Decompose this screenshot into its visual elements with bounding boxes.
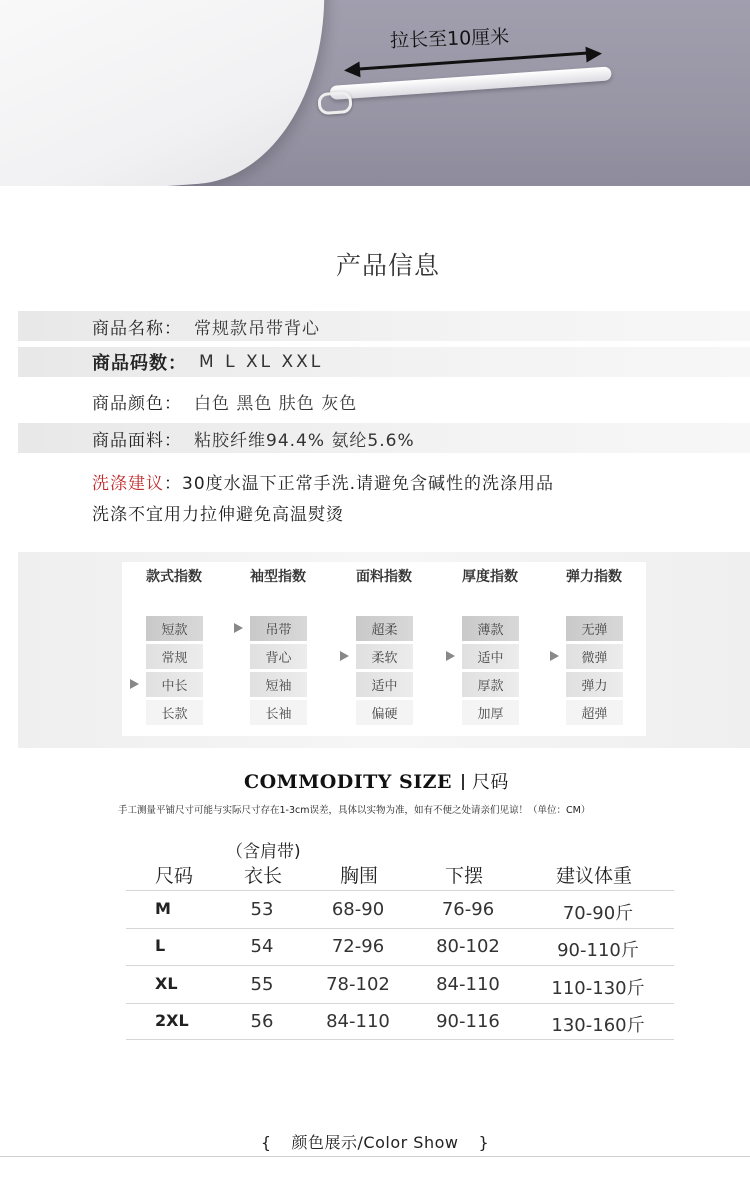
selected-arrow-icon: [340, 651, 349, 661]
size-chart-title: [244, 768, 509, 794]
size-title-en: COMMODITY SIZE: [244, 771, 452, 793]
table-cell: 110-130斤: [551, 978, 645, 999]
selected-arrow-icon: [550, 651, 559, 661]
size-note: 手工测量平铺尺寸可能与实际尺寸存在1-3cm误差，具体以实物为准，如有不便之处请亲们见谅！（单位：CM）: [118, 805, 591, 816]
table-cell: 54: [250, 936, 274, 957]
table-divider: [126, 1003, 674, 1004]
stretch-label: 拉长至10厘米: [389, 25, 510, 53]
table-cell: 68-90: [331, 899, 385, 920]
table-divider: [126, 890, 674, 891]
index-title: 面料指数: [356, 569, 412, 585]
stretch-arrow-line: [352, 51, 592, 71]
table-divider: [126, 965, 674, 966]
table-header-cell: 衣长: [244, 865, 283, 887]
index-title: 款式指数: [146, 569, 202, 585]
info-key: 商品面料：: [92, 430, 182, 451]
product-info-title: 产品信息: [335, 251, 440, 280]
selected-arrow-icon: [446, 651, 455, 661]
table-cell: 72-96: [331, 936, 385, 957]
index-option: 短袖: [250, 672, 307, 697]
table-cell: 84-110: [436, 974, 500, 995]
index-option: 适中: [356, 672, 413, 697]
info-value: 白色 黑色 肤色 灰色: [194, 393, 358, 414]
selected-arrow-icon: [234, 623, 243, 633]
color-show-label: 颜色展示/Color Show: [291, 1133, 459, 1152]
arrow-right-icon: [585, 45, 602, 62]
table-cell: 78-102: [326, 974, 390, 995]
index-option: 薄款: [462, 616, 519, 641]
info-row-name: [18, 311, 750, 341]
selected-arrow-icon: [130, 679, 139, 689]
table-divider: [126, 1039, 674, 1040]
index-option: 长袖: [250, 700, 307, 725]
care-text: ：30度水温下正常手洗.请避免含碱性的洗涤用品: [164, 474, 555, 494]
index-title: 弹力指数: [566, 569, 622, 585]
info-value: M L XL XXL: [199, 352, 324, 372]
table-cell: 76-96: [441, 899, 495, 920]
index-option: 中长: [146, 672, 203, 697]
table-header-cell: 胸围: [340, 865, 379, 887]
index-option: 无弹: [566, 616, 623, 641]
size-cell: XL: [155, 974, 178, 993]
title-divider: [462, 774, 464, 790]
info-key: 商品颜色：: [92, 393, 182, 414]
color-show-heading: [0, 1130, 750, 1153]
index-option: 吊带: [250, 616, 307, 641]
shoulder-note: （含肩带): [226, 842, 301, 862]
bracket-left: {: [260, 1133, 272, 1152]
care-label: 洗涤建议: [92, 474, 164, 494]
product-photo: [0, 0, 750, 186]
index-option: 超弹: [566, 700, 623, 725]
camisole-garment: [0, 0, 337, 186]
index-option: 加厚: [462, 700, 519, 725]
table-header-cell: 尺码: [155, 865, 194, 887]
index-option: 常规: [146, 644, 203, 669]
index-option: 超柔: [356, 616, 413, 641]
table-header-cell: 建议体重: [556, 865, 633, 887]
table-cell: 55: [250, 974, 274, 995]
info-value: 常规款吊带背心: [194, 318, 320, 339]
index-title: 袖型指数: [250, 569, 306, 585]
info-value: 粘胶纤维94.4% 氨纶5.6%: [194, 430, 415, 451]
size-cell: M: [155, 899, 171, 918]
info-key: 商品码数：: [92, 353, 187, 374]
index-panel: [122, 562, 646, 736]
size-title-cn: 尺码: [471, 772, 509, 793]
table-cell: 53: [250, 899, 274, 920]
table-divider: [126, 928, 674, 929]
info-row-sizes: [18, 347, 750, 377]
info-key: 商品名称：: [92, 318, 182, 339]
index-option: 厚款: [462, 672, 519, 697]
index-option: 适中: [462, 644, 519, 669]
index-option: 柔软: [356, 644, 413, 669]
bracket-right: }: [478, 1133, 490, 1152]
size-cell: 2XL: [155, 1011, 189, 1030]
index-option: 弹力: [566, 672, 623, 697]
index-option: 偏硬: [356, 700, 413, 725]
table-cell: 130-160斤: [551, 1015, 645, 1036]
table-cell: 70-90斤: [562, 903, 634, 924]
table-cell: 56: [250, 1011, 274, 1032]
size-cell: L: [155, 936, 166, 955]
index-title: 厚度指数: [462, 569, 518, 585]
table-cell: 80-102: [436, 936, 500, 957]
index-option: 背心: [250, 644, 307, 669]
bottom-divider: [0, 1156, 750, 1157]
care-line-1: [92, 469, 554, 494]
table-cell: 90-116: [436, 1011, 500, 1032]
shoulder-strap: [330, 66, 612, 100]
index-option: 短款: [146, 616, 203, 641]
strap-adjuster-hook: [317, 91, 352, 115]
table-cell: 84-110: [326, 1011, 390, 1032]
index-option: 长款: [146, 700, 203, 725]
arrow-left-icon: [343, 61, 360, 78]
table-cell: 90-110斤: [557, 940, 639, 961]
info-row-fabric: [18, 423, 750, 453]
info-row-colors: [18, 386, 750, 416]
table-header-cell: 下摆: [445, 865, 484, 887]
index-option: 微弹: [566, 644, 623, 669]
care-line-2: 洗涤不宜用力拉伸避免高温熨烫: [92, 505, 344, 525]
